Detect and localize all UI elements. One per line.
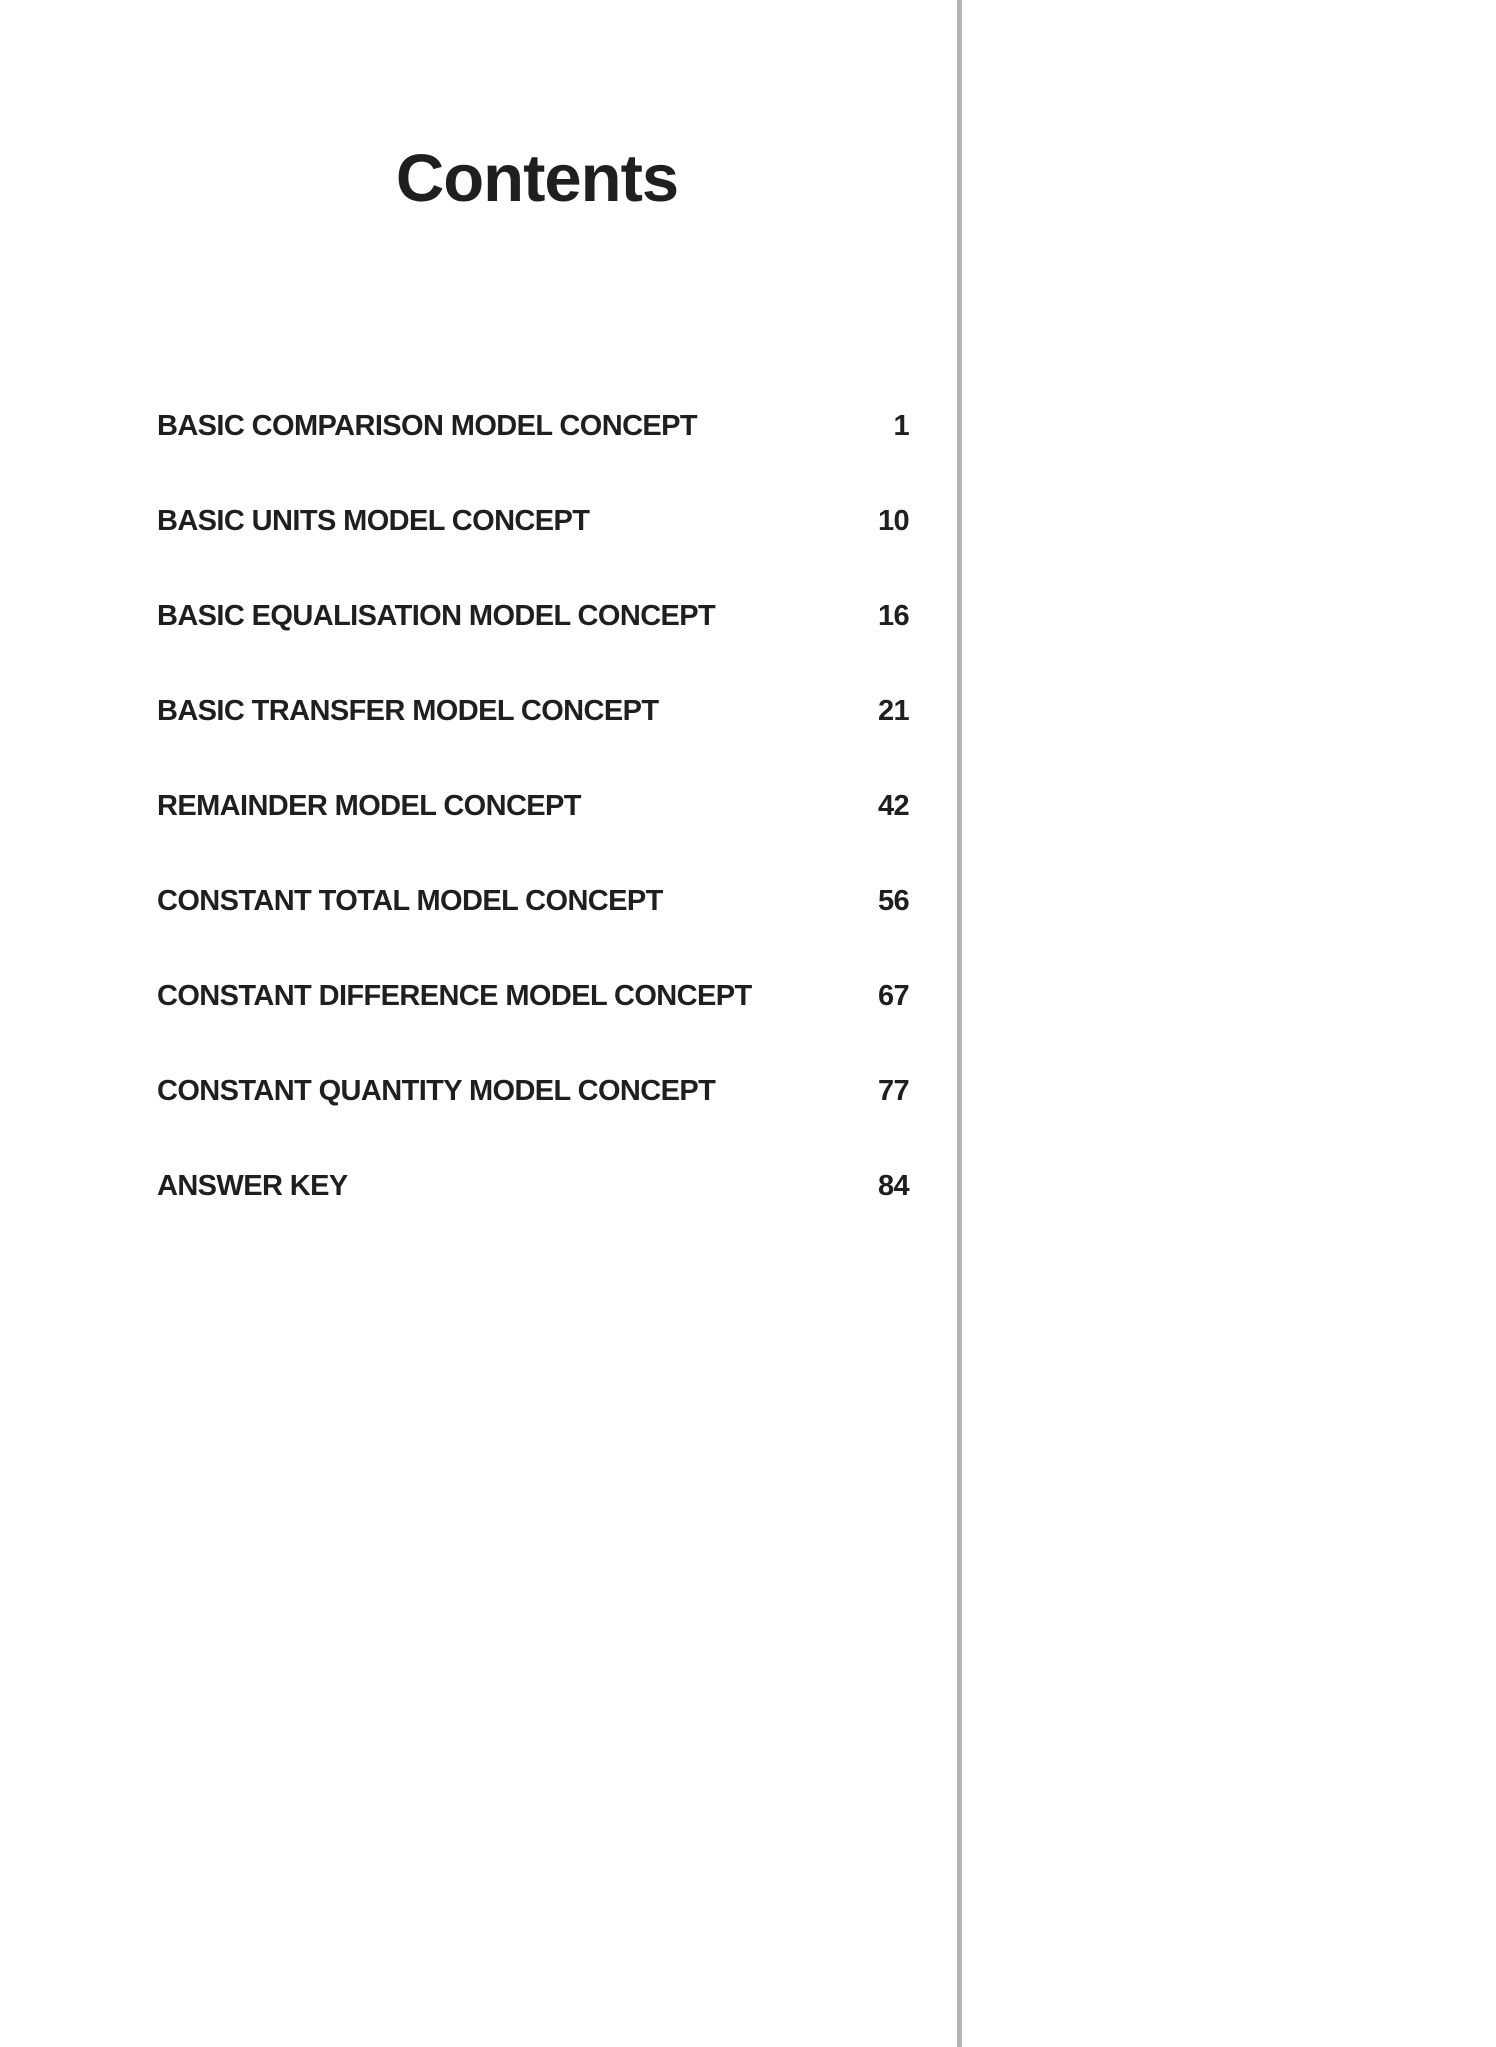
toc-entry-label: BASIC COMPARISON MODEL CONCEPT: [157, 410, 698, 442]
toc-entry[interactable]: [157, 505, 909, 600]
toc-entry-page: 16: [877, 600, 909, 632]
toc-entry-page: 77: [877, 1075, 909, 1107]
toc-entry-label: CONSTANT DIFFERENCE MODEL CONCEPT: [157, 980, 752, 1012]
toc-entry-label: CONSTANT QUANTITY MODEL CONCEPT: [157, 1075, 716, 1107]
toc-entry-label: ANSWER KEY: [157, 1170, 348, 1202]
table-of-contents: [157, 410, 909, 1265]
toc-entry[interactable]: [157, 885, 909, 980]
toc-entry[interactable]: [157, 980, 909, 1075]
toc-entry-page: 67: [877, 980, 909, 1012]
toc-entry-page: 21: [877, 695, 909, 727]
toc-entry[interactable]: [157, 695, 909, 790]
page-spine-divider: [957, 0, 962, 2047]
toc-entry-label: BASIC EQUALISATION MODEL CONCEPT: [157, 600, 716, 632]
toc-entry[interactable]: [157, 600, 909, 695]
toc-entry-page: 42: [877, 790, 909, 822]
toc-entry-page: 1: [893, 410, 909, 442]
toc-entry[interactable]: [157, 1170, 909, 1265]
toc-entry[interactable]: [157, 1075, 909, 1170]
toc-entry-page: 56: [877, 885, 909, 917]
toc-entry-label: BASIC UNITS MODEL CONCEPT: [157, 505, 590, 537]
toc-entry-page: 84: [877, 1170, 909, 1202]
toc-entry-page: 10: [877, 505, 909, 537]
toc-entry-label: REMAINDER MODEL CONCEPT: [157, 790, 581, 822]
toc-entry[interactable]: [157, 790, 909, 885]
toc-entry-label: CONSTANT TOTAL MODEL CONCEPT: [157, 885, 663, 917]
toc-entry[interactable]: [157, 410, 909, 505]
toc-entry-label: BASIC TRANSFER MODEL CONCEPT: [157, 695, 659, 727]
page-title: Contents: [395, 141, 679, 216]
